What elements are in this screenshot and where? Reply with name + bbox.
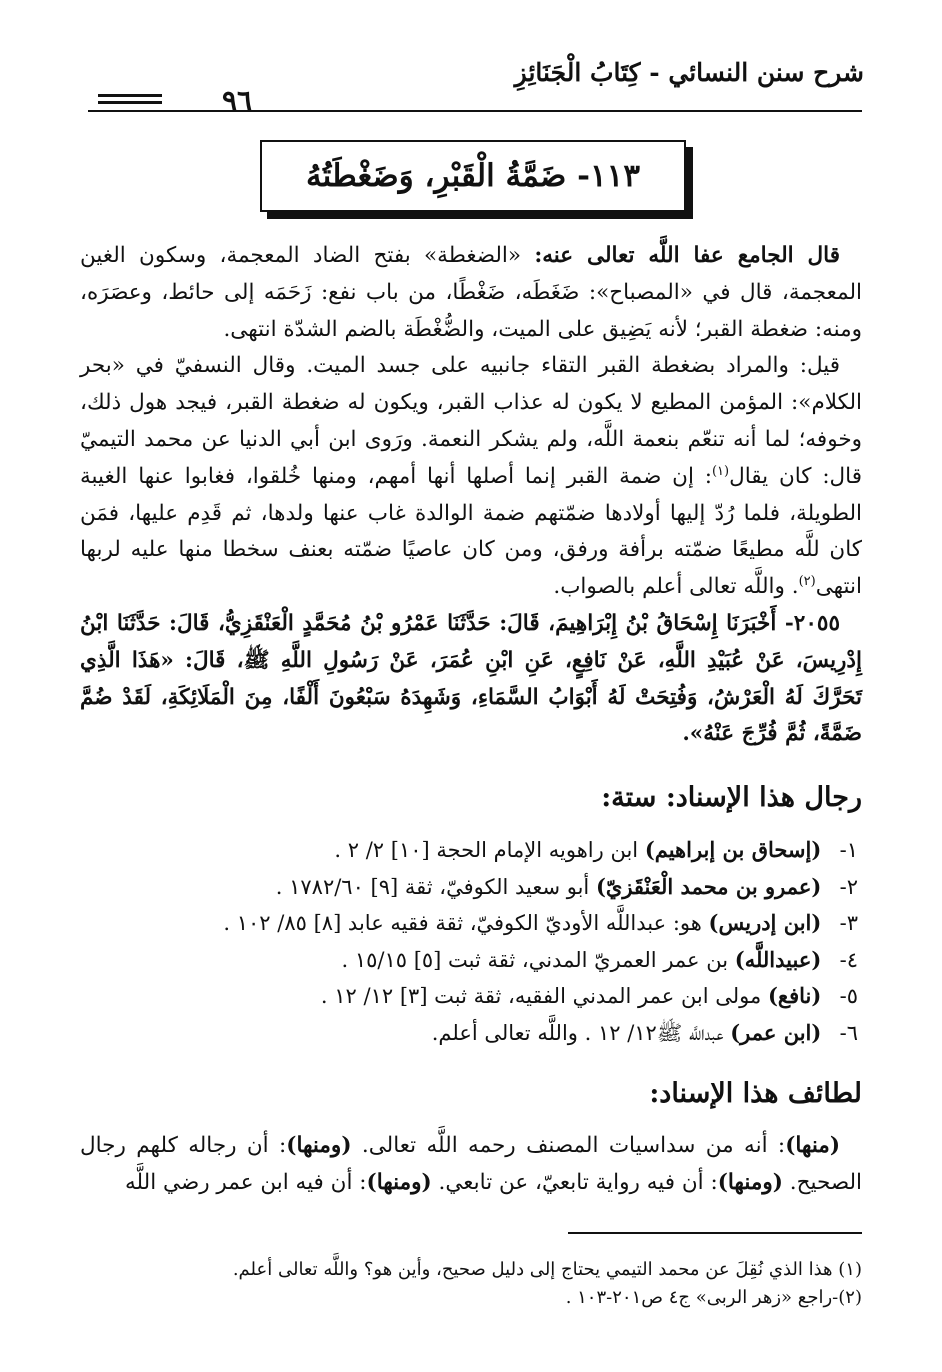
header-rule <box>88 110 862 112</box>
commentary-text-2b: : إن ضمة القبر إنما أصلها أنها أمهم، ومنها خُلقوا، فغابوا عنها الغيبة الطويلة، فلما رُدّ إليها أولادها ضمّتهم ضمة الوالدة غاب عنها ولدها، ثم قَدِم عليها، فمَن كان للَّه مطيعًا ضمّته برأفة ورفق، ومن كان عاصيًا ضمّته بعنف سخطا منها عليه لربها انتهى <box>80 463 862 600</box>
lataif-text-1: : أنه من سداسيات المصنف رحمه اللَّه تعالى. <box>351 1133 786 1158</box>
narrator-name: (ابن إدريس) <box>708 910 822 935</box>
commentary-text-1: «الضغطة» بفتح الضاد المعجمة، وسكون الغين المعجمة، قال في «المصباح»: ضَغَطَه، ضَغْطًا، من باب نفع: زَحَمَه إلى حائط، وعصَرَه، ومنه: ضغطة القبر؛ لأنه يَضِيق على الميت، والضُّغْطَة بالضم الشدّة انتهى. <box>80 243 862 342</box>
narrator-number: ٤- <box>839 947 858 972</box>
narrator-desc: ابن راهويه الإمام الحجة [١٠] ٢/ ٢ . <box>334 838 645 862</box>
narrator-name: (عبيداللَّه) <box>734 946 822 972</box>
lataif-text-2: : أن رجاله كلهم رجال الصحيح. <box>80 1133 862 1195</box>
page-number: ٩٦ <box>222 84 253 117</box>
narrator-name: (نافع) <box>767 983 822 1008</box>
narrator-item <box>80 869 858 906</box>
lataif-tag: (منها) <box>785 1133 840 1158</box>
lataif-text-4: : أن فيه ابن عمر رضي اللَّه <box>125 1169 367 1195</box>
footnote-ref-2: (٢) <box>798 574 816 590</box>
narrators-list <box>80 832 858 1051</box>
narrator-desc: بن عمر العمريّ المدني، ثقة ثبت [٥] ١٥/١٥ . <box>341 947 735 972</box>
narrator-number: ٦- <box>839 1020 858 1045</box>
narrator-desc: هو: عبداللَّه الأوديّ الكوفيّ، ثقة فقيه عابد [٨] ٨٥/ ١٠٢ . <box>223 911 709 935</box>
narrator-item <box>80 978 858 1015</box>
narrator-item <box>80 942 858 979</box>
narrator-desc: أبو سعيد الكوفيّ، ثقة [٩] ١٧٨٢/٦٠ . <box>275 874 596 899</box>
commentary-paragraph-1 <box>80 238 862 348</box>
lataif-section <box>80 1128 862 1202</box>
narrators-heading: رجال هذا الإسناد: ستة: <box>601 782 862 813</box>
commentary-text-2a: قيل: والمراد بضغطة القبر التقاء جانبيه على جسد الميت. وقال النسفيّ في «بحر الكلام»: المؤمن المطيع لا يكون له عذاب القبر، ويكون له ضغطة القبر، فيجد هول ذلك، وخوفه؛ لما أنه تنعّم بنعمة اللَّه، ولم يشكر النعمة. ورَوى ابن أبي الدنيا عن محمد التيميّ قال: كان يقال <box>80 353 863 489</box>
footnote-1: (١) هذا الذي نُقِلَ عن محمد التيمي يحتاج إلى دليل صحيح، وأين هو؟ واللَّه تعالى أعلم. <box>232 1259 862 1280</box>
commentary-lead: قال الجامع عفا اللَّه تعالى عنه: <box>534 243 840 268</box>
footnote-ref-1: (١) <box>711 463 730 479</box>
narrator-desc: عبداللَّه ﷺ١٢/ ١٢ . واللَّه تعالى أعلم. <box>431 1020 731 1045</box>
narrator-item <box>80 1015 858 1052</box>
hadith-text: ٢٠٥٥- أَخْبَرَنَا إِسْحَاقُ بْنُ إِبْرَاهِيمَ، قَالَ: حَدَّثَنَا عَمْرُو بْنُ مُحَمَّدٍ الْعَنْقَزِيُّ، قَالَ: حَدَّثَنَا ابْنُ إِدْرِيسَ، عَنْ عُبَيْدِ اللَّهِ، عَنْ نَافِعٍ، عَنِ ابْنِ عُمَرَ، عَنْ رَسُولِ اللَّهِ ﷺ، قَالَ: «هَذَا الَّذِي تَحَرَّكَ لَهُ الْعَرْشُ، وَفُتِحَتْ لَهُ أَبْوَابُ السَّمَاءِ، وَشَهِدَهُ سَبْعُونَ أَلْفًا، مِنَ الْمَلَائِكَةِ، لَقَدْ ضُمَّ ضَمَّةً، ثُمَّ فُرِّجَ عَنْهُ». <box>80 610 862 747</box>
narrator-item <box>80 905 858 942</box>
page-number-rule-top <box>98 94 162 97</box>
narrator-number: ٥- <box>839 984 858 1008</box>
lataif-tag: (ومنها) <box>286 1133 352 1158</box>
narrator-name: (ابن عمر) <box>730 1019 822 1045</box>
chapter-title: ١١٣- ضَمَّةُ الْقَبْرِ، وَضَغْطَتُهُ <box>306 158 640 194</box>
lataif-tag: (ومنها) <box>717 1169 783 1195</box>
footnotes <box>80 1256 862 1312</box>
lataif-tag: (ومنها) <box>366 1169 432 1195</box>
commentary-section <box>80 238 862 753</box>
lataif-paragraph <box>80 1128 862 1202</box>
narrator-number: ١- <box>839 838 858 862</box>
lataif-text-3: : أن فيه رواية تابعيّ، عن تابعي. <box>431 1169 718 1195</box>
commentary-paragraph-2 <box>80 348 862 606</box>
narrator-name: (عمرو بن محمد الْعَنْقَزيّ) <box>595 873 822 899</box>
narrator-item <box>80 832 858 869</box>
lataif-heading: لطائف هذا الإسناد: <box>649 1078 862 1109</box>
narrator-desc: مولى ابن عمر المدني الفقيه، ثقة ثبت [٣] ١٢/ ١٢ . <box>320 984 768 1008</box>
narrator-name: (إسحاق بن إبراهيم) <box>644 837 822 862</box>
page-number-rule-bottom <box>98 101 162 104</box>
narrator-number: ٢- <box>839 874 858 899</box>
chapter-title-box <box>260 140 686 212</box>
narrator-number: ٣- <box>839 911 858 935</box>
running-head-title: شرح سنن النسائي - كِتَابُ الْجَنَائِزِ <box>514 58 864 87</box>
footnote-separator <box>568 1232 862 1234</box>
commentary-text-2c: . واللَّه تعالى أعلم بالصواب. <box>553 574 799 600</box>
footnote-2: (٢)-راجع «زهر الربى» ج٤ ص٢٠١-١٠٣ . <box>565 1287 862 1308</box>
